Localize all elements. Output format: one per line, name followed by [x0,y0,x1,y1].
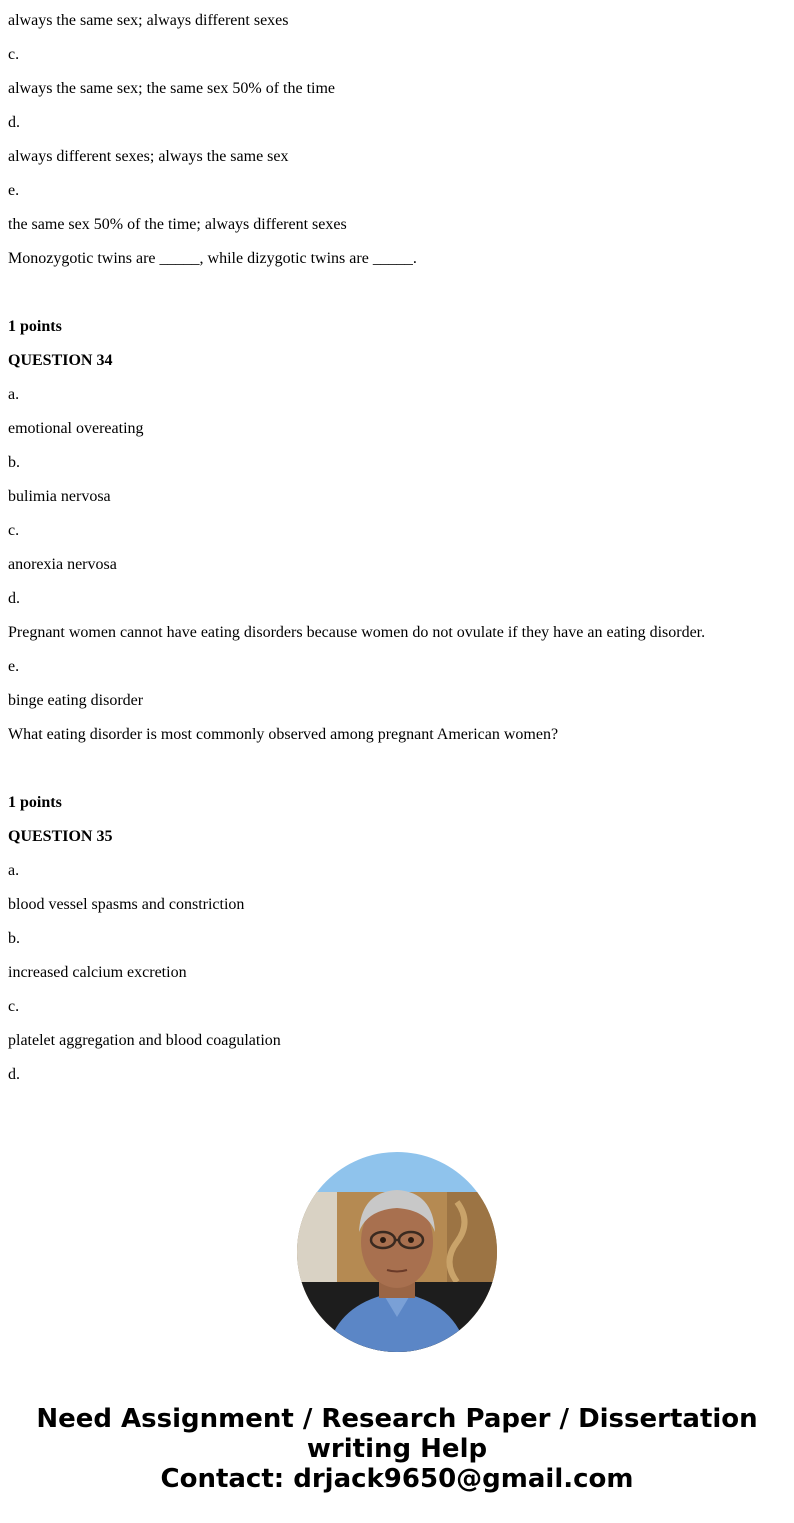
promo-text [0,1404,794,1494]
blank-spacer [8,760,786,794]
text-line: e. [8,182,20,199]
text-line: emotional overeating [8,420,144,437]
promo-line-2: writing Help [306,1434,488,1464]
text-line: What eating disorder is most commonly observed among pregnant American women? [8,726,559,743]
text-line: a. [8,862,20,879]
text-line: c. [8,522,20,539]
text-line: c. [8,46,20,63]
text-line: b. [8,930,20,947]
text-line: blood vessel spasms and constriction [8,896,245,913]
text-line: c. [8,998,20,1015]
text-line: d. [8,590,20,607]
text-line: always the same sex; the same sex 50% of the time [8,80,336,97]
text-line: the same sex 50% of the time; always different sexes [8,216,347,233]
question-header: QUESTION 34 [8,352,113,369]
text-line: Pregnant women cannot have eating disorders because women do not ovulate if they have an eating disorder. [8,624,706,641]
document-body [8,12,786,1100]
promo-contact: Contact: drjack9650@gmail.com [160,1464,634,1494]
text-line: always different sexes; always the same sex [8,148,289,165]
blank-spacer [8,284,786,318]
text-line: platelet aggregation and blood coagulation [8,1032,281,1049]
author-avatar [297,1152,497,1352]
text-line: d. [8,114,20,131]
text-line: always the same sex; always different sexes [8,12,289,29]
text-line: Monozygotic twins are _____, while dizygotic twins are _____. [8,250,417,267]
text-line: a. [8,386,20,403]
text-line: b. [8,454,20,471]
question-header: 1 points [8,794,62,811]
question-header: QUESTION 35 [8,828,113,845]
text-line: d. [8,1066,20,1083]
text-line: bulimia nervosa [8,488,111,505]
text-line: increased calcium excretion [8,964,187,981]
text-line: e. [8,658,20,675]
question-header: 1 points [8,318,62,335]
promo-line-1: Need Assignment / Research Paper / Dissertation [36,1404,758,1434]
text-line: anorexia nervosa [8,556,117,573]
text-line: binge eating disorder [8,692,144,709]
author-photo-icon [297,1152,497,1352]
